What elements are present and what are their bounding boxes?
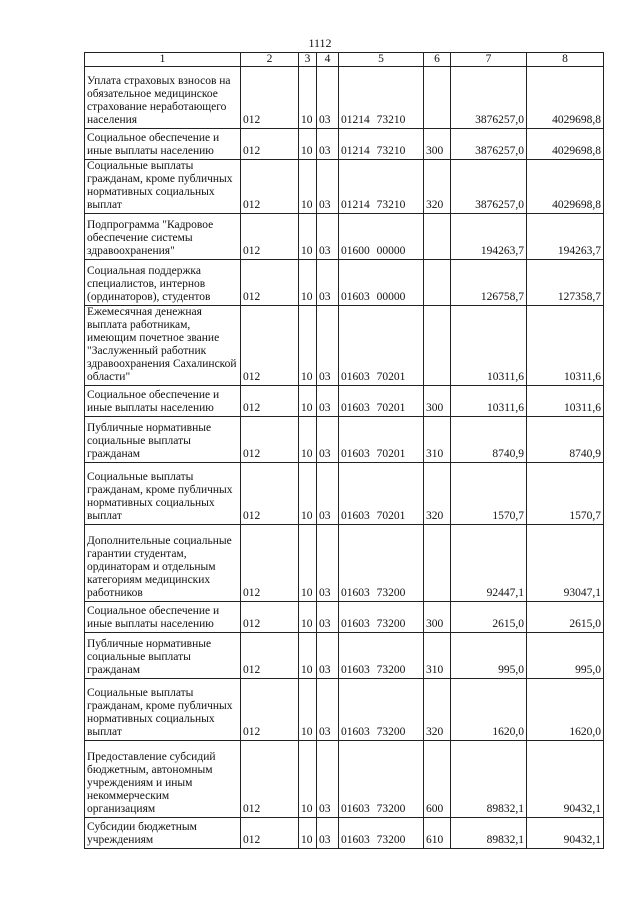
subsection-code: 03 bbox=[317, 818, 339, 849]
amount-year1: 126758,7 bbox=[451, 260, 527, 306]
admin-code: 012 bbox=[241, 602, 299, 633]
section-code: 10 bbox=[299, 260, 317, 306]
amount-year2: 90432,1 bbox=[527, 741, 604, 818]
budget-table bbox=[84, 52, 604, 849]
admin-code: 012 bbox=[241, 129, 299, 160]
amount-year2: 4029698,8 bbox=[527, 129, 604, 160]
amount-year2: 2615,0 bbox=[527, 602, 604, 633]
expense-type-code: 610 bbox=[424, 818, 451, 849]
line-item-name: Предоставление субсидий бюджетным, автономным учреждениям и иным некоммерческим организациям bbox=[85, 741, 241, 818]
subsection-code: 03 bbox=[317, 129, 339, 160]
section-code: 10 bbox=[299, 679, 317, 741]
amount-year1: 10311,6 bbox=[451, 306, 527, 386]
table-row bbox=[85, 417, 604, 463]
target-article-code: 01603 73200 bbox=[339, 741, 424, 818]
subsection-code: 03 bbox=[317, 741, 339, 818]
section-code: 10 bbox=[299, 818, 317, 849]
column-header: 5 bbox=[339, 53, 424, 67]
table-row bbox=[85, 386, 604, 417]
target-article-code: 01603 70201 bbox=[339, 417, 424, 463]
table-row bbox=[85, 741, 604, 818]
expense-type-code: 320 bbox=[424, 463, 451, 525]
amount-year2: 93047,1 bbox=[527, 525, 604, 602]
line-item-name: Подпрограмма "Кадровое обеспечение системы здравоохранения" bbox=[85, 214, 241, 260]
amount-year1: 3876257,0 bbox=[451, 160, 527, 214]
table-row bbox=[85, 67, 604, 129]
target-article-code: 01603 73200 bbox=[339, 602, 424, 633]
expense-type-code: 300 bbox=[424, 129, 451, 160]
subsection-code: 03 bbox=[317, 67, 339, 129]
subsection-code: 03 bbox=[317, 463, 339, 525]
expense-type-code: 310 bbox=[424, 633, 451, 679]
amount-year2: 194263,7 bbox=[527, 214, 604, 260]
subsection-code: 03 bbox=[317, 633, 339, 679]
section-code: 10 bbox=[299, 160, 317, 214]
amount-year2: 995,0 bbox=[527, 633, 604, 679]
amount-year1: 89832,1 bbox=[451, 741, 527, 818]
subsection-code: 03 bbox=[317, 679, 339, 741]
section-code: 10 bbox=[299, 214, 317, 260]
amount-year1: 194263,7 bbox=[451, 214, 527, 260]
line-item-name: Социальные выплаты гражданам, кроме публичных нормативных социальных выплат bbox=[85, 463, 241, 525]
subsection-code: 03 bbox=[317, 602, 339, 633]
amount-year2: 127358,7 bbox=[527, 260, 604, 306]
target-article-code: 01603 70201 bbox=[339, 386, 424, 417]
expense-type-code bbox=[424, 67, 451, 129]
target-article-code: 01600 00000 bbox=[339, 214, 424, 260]
line-item-name: Дополнительные социальные гарантии студентам, ординаторам и отдельным категориям медицинских работников bbox=[85, 525, 241, 602]
subsection-code: 03 bbox=[317, 214, 339, 260]
section-code: 10 bbox=[299, 386, 317, 417]
page-number: 1112 bbox=[308, 36, 332, 50]
section-code: 10 bbox=[299, 306, 317, 386]
target-article-code: 01603 73200 bbox=[339, 633, 424, 679]
column-header: 2 bbox=[241, 53, 299, 67]
amount-year1: 10311,6 bbox=[451, 386, 527, 417]
target-article-code: 01214 73210 bbox=[339, 160, 424, 214]
expense-type-code: 300 bbox=[424, 386, 451, 417]
column-header: 7 bbox=[451, 53, 527, 67]
admin-code: 012 bbox=[241, 67, 299, 129]
table-row bbox=[85, 602, 604, 633]
table-row bbox=[85, 463, 604, 525]
line-item-name: Социальное обеспечение и иные выплаты населению bbox=[85, 602, 241, 633]
table-row bbox=[85, 525, 604, 602]
target-article-code: 01603 73200 bbox=[339, 525, 424, 602]
target-article-code: 01603 70201 bbox=[339, 463, 424, 525]
section-code: 10 bbox=[299, 463, 317, 525]
target-article-code: 01603 70201 bbox=[339, 306, 424, 386]
expense-type-code: 320 bbox=[424, 160, 451, 214]
line-item-name: Социальные выплаты гражданам, кроме публичных нормативных социальных выплат bbox=[85, 160, 241, 214]
subsection-code: 03 bbox=[317, 160, 339, 214]
line-item-name: Социальное обеспечение и иные выплаты населению bbox=[85, 129, 241, 160]
amount-year2: 1620,0 bbox=[527, 679, 604, 741]
target-article-code: 01214 73210 bbox=[339, 129, 424, 160]
column-header: 6 bbox=[424, 53, 451, 67]
target-article-code: 01603 73200 bbox=[339, 818, 424, 849]
header-row bbox=[85, 53, 604, 67]
amount-year1: 89832,1 bbox=[451, 818, 527, 849]
column-header: 8 bbox=[527, 53, 604, 67]
line-item-name: Социальное обеспечение и иные выплаты населению bbox=[85, 386, 241, 417]
table-row bbox=[85, 679, 604, 741]
subsection-code: 03 bbox=[317, 306, 339, 386]
expense-type-code bbox=[424, 260, 451, 306]
section-code: 10 bbox=[299, 741, 317, 818]
admin-code: 012 bbox=[241, 214, 299, 260]
line-item-name: Уплата страховых взносов на обязательное медицинское страхование неработающего населения bbox=[85, 67, 241, 129]
admin-code: 012 bbox=[241, 260, 299, 306]
table-row bbox=[85, 160, 604, 214]
expense-type-code: 300 bbox=[424, 602, 451, 633]
amount-year1: 1570,7 bbox=[451, 463, 527, 525]
line-item-name: Ежемесячная денежная выплата работникам, имеющим почетное звание "Заслуженный работник здравоохранения Сахалинской области" bbox=[85, 306, 241, 386]
column-header: 1 bbox=[85, 53, 241, 67]
amount-year1: 3876257,0 bbox=[451, 67, 527, 129]
subsection-code: 03 bbox=[317, 260, 339, 306]
column-header: 4 bbox=[317, 53, 339, 67]
admin-code: 012 bbox=[241, 525, 299, 602]
amount-year1: 8740,9 bbox=[451, 417, 527, 463]
amount-year2: 10311,6 bbox=[527, 386, 604, 417]
admin-code: 012 bbox=[241, 306, 299, 386]
target-article-code: 01603 73200 bbox=[339, 679, 424, 741]
section-code: 10 bbox=[299, 602, 317, 633]
admin-code: 012 bbox=[241, 386, 299, 417]
target-article-code: 01214 73210 bbox=[339, 67, 424, 129]
section-code: 10 bbox=[299, 525, 317, 602]
amount-year2: 90432,1 bbox=[527, 818, 604, 849]
admin-code: 012 bbox=[241, 741, 299, 818]
table-row bbox=[85, 214, 604, 260]
amount-year2: 4029698,8 bbox=[527, 160, 604, 214]
expense-type-code: 320 bbox=[424, 679, 451, 741]
expense-type-code: 310 bbox=[424, 417, 451, 463]
amount-year1: 3876257,0 bbox=[451, 129, 527, 160]
section-code: 10 bbox=[299, 67, 317, 129]
subsection-code: 03 bbox=[317, 386, 339, 417]
admin-code: 012 bbox=[241, 160, 299, 214]
section-code: 10 bbox=[299, 417, 317, 463]
amount-year2: 4029698,8 bbox=[527, 67, 604, 129]
line-item-name: Публичные нормативные социальные выплаты гражданам bbox=[85, 633, 241, 679]
amount-year1: 1620,0 bbox=[451, 679, 527, 741]
line-item-name: Социальные выплаты гражданам, кроме публичных нормативных социальных выплат bbox=[85, 679, 241, 741]
table-row bbox=[85, 260, 604, 306]
amount-year1: 92447,1 bbox=[451, 525, 527, 602]
expense-type-code bbox=[424, 306, 451, 386]
table-row bbox=[85, 818, 604, 849]
section-code: 10 bbox=[299, 129, 317, 160]
expense-type-code bbox=[424, 214, 451, 260]
amount-year2: 10311,6 bbox=[527, 306, 604, 386]
admin-code: 012 bbox=[241, 679, 299, 741]
amount-year1: 2615,0 bbox=[451, 602, 527, 633]
section-code: 10 bbox=[299, 633, 317, 679]
admin-code: 012 bbox=[241, 417, 299, 463]
target-article-code: 01603 00000 bbox=[339, 260, 424, 306]
table-row bbox=[85, 633, 604, 679]
column-header: 3 bbox=[299, 53, 317, 67]
table-row bbox=[85, 306, 604, 386]
subsection-code: 03 bbox=[317, 525, 339, 602]
line-item-name: Публичные нормативные социальные выплаты гражданам bbox=[85, 417, 241, 463]
expense-type-code: 600 bbox=[424, 741, 451, 818]
admin-code: 012 bbox=[241, 633, 299, 679]
admin-code: 012 bbox=[241, 463, 299, 525]
expense-type-code bbox=[424, 525, 451, 602]
admin-code: 012 bbox=[241, 818, 299, 849]
line-item-name: Социальная поддержка специалистов, интернов (ординаторов), студентов bbox=[85, 260, 241, 306]
amount-year2: 8740,9 bbox=[527, 417, 604, 463]
amount-year1: 995,0 bbox=[451, 633, 527, 679]
subsection-code: 03 bbox=[317, 417, 339, 463]
line-item-name: Субсидии бюджетным учреждениям bbox=[85, 818, 241, 849]
amount-year2: 1570,7 bbox=[527, 463, 604, 525]
table-row bbox=[85, 129, 604, 160]
